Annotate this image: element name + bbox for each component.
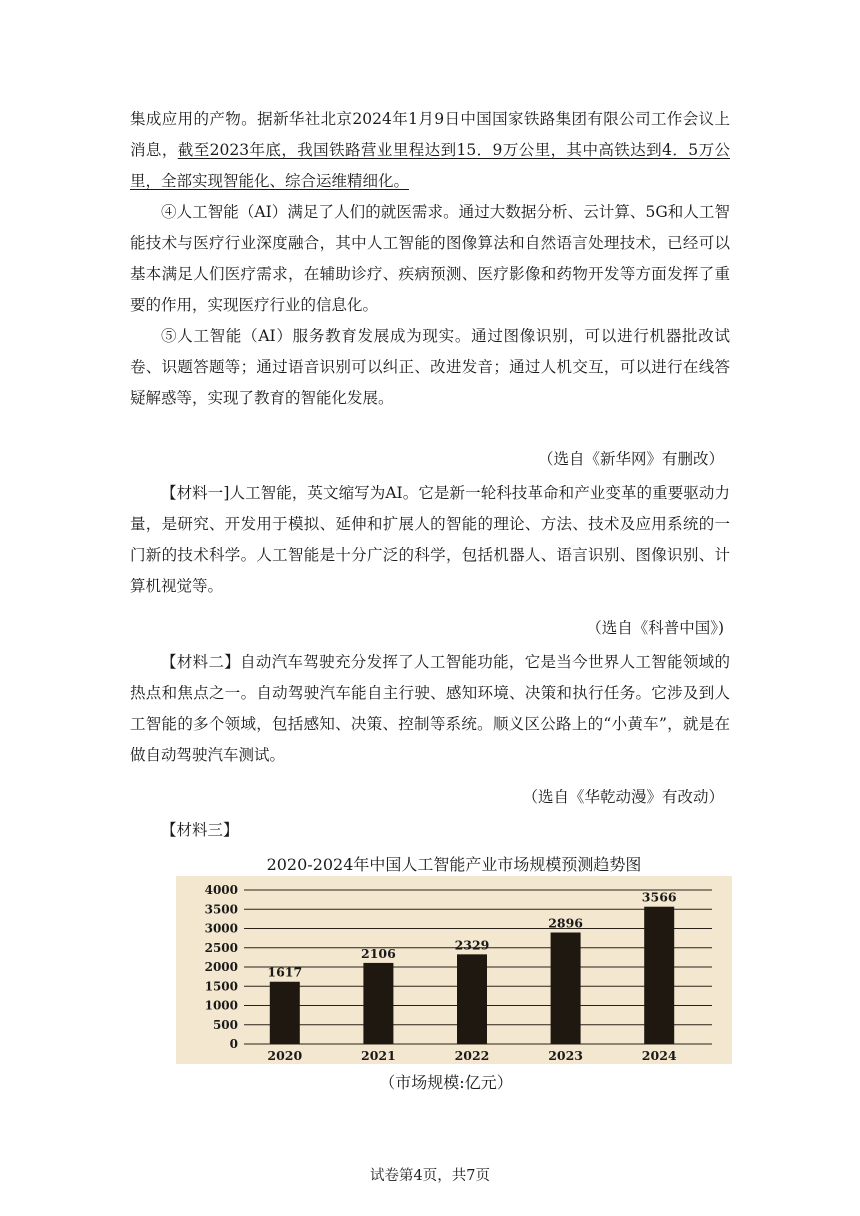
data-label: 1617 xyxy=(267,964,303,980)
source-note-huaqian: （选自《华乾动漫》有改动） xyxy=(522,788,724,806)
bar-chart xyxy=(176,876,732,1064)
y-tick-label: 1000 xyxy=(204,998,238,1013)
underlined-sentence: 截至2023年底，我国铁路营业里程达到15．9万公里，其中高铁达到4．5万公里，全部实现智能化、综合运维精细化。 xyxy=(130,141,730,190)
material-1-text: 【材料一]人工智能，英文缩写为AI。它是新一轮科技革命和产业变革的重要驱动力量，是研究、开发用于模拟、延伸和扩展人的智能的理论、方法、技术及应用系统的一门新的技术科学。人工智能是十分广泛的科学，包括机器人、语言识别、图像识别、计算机视觉等。 xyxy=(130,484,730,595)
material-2 xyxy=(130,647,730,771)
y-tick-label: 1500 xyxy=(204,979,238,994)
bar xyxy=(270,982,300,1044)
data-label: 2329 xyxy=(454,937,490,953)
y-tick-label: 4000 xyxy=(204,883,238,897)
x-tick-label: 2024 xyxy=(641,1048,677,1063)
data-label: 3566 xyxy=(641,889,677,905)
y-tick-label: 2500 xyxy=(204,940,238,955)
paragraph-text: 集成应用的产物。据新华社北京2024年1月9日中国国家铁路集团有限公司工作会议上消息， xyxy=(130,110,730,159)
x-tick-label: 2022 xyxy=(454,1048,490,1063)
material-3-label: 【材料三】 xyxy=(161,821,239,839)
x-tick-label: 2023 xyxy=(548,1048,583,1063)
source-note-kepu: （选自《科普中国》) xyxy=(586,619,724,637)
bar xyxy=(644,907,674,1044)
chart-title: 2020-2024年中国人工智能产业市场规模预测趋势图 xyxy=(266,855,642,874)
bar xyxy=(363,963,393,1044)
x-tick-label: 2021 xyxy=(361,1048,396,1063)
y-tick-label: 500 xyxy=(212,1017,238,1032)
y-tick-label: 3000 xyxy=(204,921,238,936)
y-tick-label: 3500 xyxy=(204,902,238,917)
bar xyxy=(457,954,487,1044)
article-body xyxy=(130,104,730,414)
paragraph-continuation xyxy=(130,104,730,197)
page-footer: 试卷第4页，共7页 xyxy=(370,1168,490,1184)
y-tick-label: 0 xyxy=(229,1037,238,1051)
material-2-text: 【材料二】自动汽车驾驶充分发挥了人工智能功能，它是当今世界人工智能领域的热点和焦点之一。自动驾驶汽车能自主行驶、感知环境、决策和执行任务。它涉及到人工智能的多个领域，包括感知、决策、控制等系统。顺义区公路上的“小黄车”，就是在做自动驾驶汽车测试。 xyxy=(130,653,730,764)
data-label: 2106 xyxy=(361,945,396,961)
paragraph-5: ⑤人工智能（AI）服务教育发展成为现实。通过图像识别，可以进行机器批改试卷、识题答题等；通过语音识别可以纠正、改进发音；通过人机交互，可以进行在线答疑解惑等，实现了教育的智能化发展。 xyxy=(130,327,730,407)
material-3 xyxy=(130,815,730,846)
bar-chart-svg xyxy=(176,876,732,1064)
bar xyxy=(551,933,581,1044)
paragraph-4: ④人工智能（AI）满足了人们的就医需求。通过大数据分析、云计算、5G和人工智能技术与医疗行业深度融合，其中人工智能的图像算法和自然语言处理技术，已经可以基本满足人们医疗需求，在辅助诊疗、疾病预测、医疗影像和药物开发等方面发挥了重要的作用，实现医疗行业的信息化。 xyxy=(130,203,730,314)
data-label: 2896 xyxy=(548,915,583,931)
y-tick-label: 2000 xyxy=(204,960,238,974)
material-1 xyxy=(130,478,730,602)
x-tick-label: 2020 xyxy=(267,1048,303,1063)
chart-caption: （市场规模:亿元） xyxy=(379,1073,513,1092)
source-note-xinhua: （选自《新华网》有删改） xyxy=(537,450,724,468)
